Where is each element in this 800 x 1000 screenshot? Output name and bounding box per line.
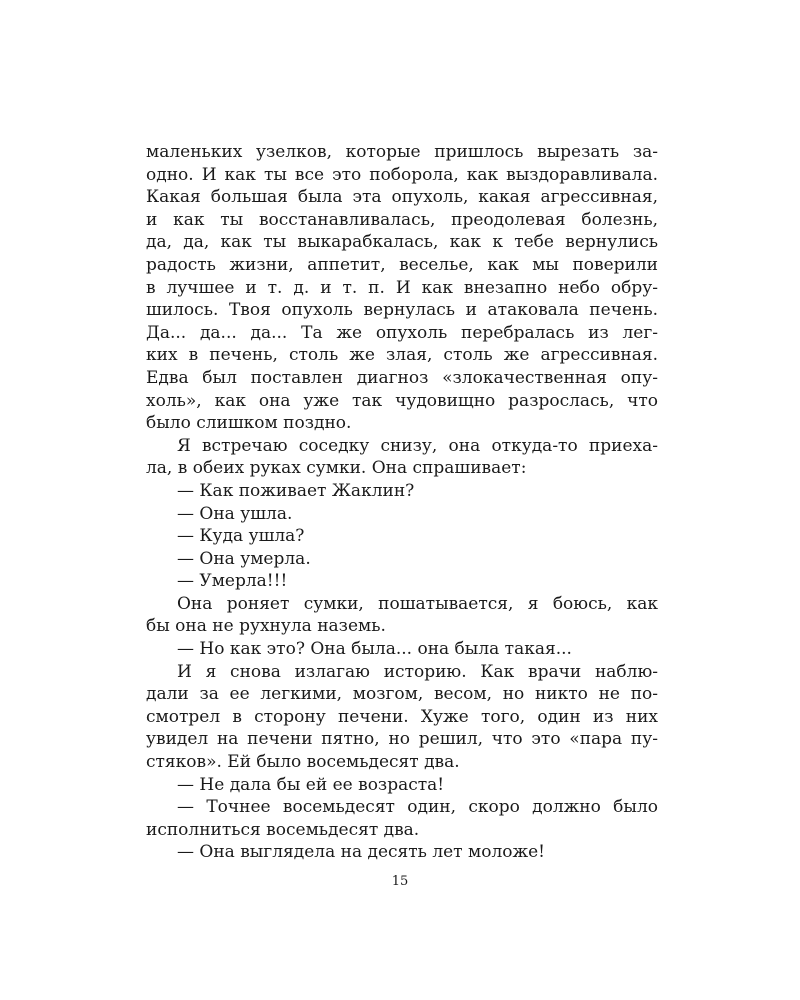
dialogue-line: — Точнее восемьдесят один, скоро должно было [177,797,658,818]
text-line: дали за ее легкими, мозгом, весом, но никто не по- [146,684,658,705]
text-line: и как ты восстанавливалась, преодолевая болезнь, [146,209,658,230]
text-line: ких в печень, столь же злая, столь же агрессивная. [146,345,658,366]
text-line: ла, в обеих руках сумки. Она спрашивает: [146,458,527,479]
text-line: И я снова излагаю историю. Как врачи наблю- [177,661,658,682]
text-line: было слишком поздно. [146,413,352,434]
page-number: 15 [391,874,409,889]
text-line: смотрел в сторону печени. Хуже того, один из них [146,706,658,727]
text-line: одно. И как ты все это поборола, как выздоравливала. [146,164,658,185]
text-line: маленьких узелков, которые пришлось вырезать за- [146,142,658,162]
dialogue-line: — Куда ушла? [177,526,305,547]
text-line: Я встречаю соседку снизу, она откуда-то приеха- [177,435,658,456]
text-line: да, да, как ты выкарабкалась, как к тебе вернулись [146,232,658,253]
text-line: бы она не рухнула наземь. [146,616,386,637]
text-line: в лучшее и т. д. и т. п. И как внезапно небо обру- [146,277,658,298]
text-line: Какая большая была эта опухоль, какая агрессивная, [146,187,658,208]
dialogue-line: — Она умерла. [177,548,311,569]
text-line: исполниться восемьдесят два. [146,819,420,840]
text-line: Едва был поставлен диагноз «злокачественная опу- [146,367,658,388]
dialogue-line: — Как поживает Жаклин? [177,480,415,501]
text-line: Да... да... да... Та же опухоль перебралась из лег- [146,322,658,343]
dialogue-line: — Умерла!!! [177,571,288,592]
text-line: увидел на печени пятно, но решил, что это «пара пу- [146,729,658,750]
text-line: радость жизни, аппетит, веселье, как мы поверили [146,254,658,275]
body-text [146,141,658,864]
dialogue-line: — Но как это? Она была... она была такая... [177,639,572,660]
dialogue-line: — Она ушла. [177,503,293,524]
dialogue-line: — Не дала бы ей ее возраста! [177,774,445,795]
text-line: холь», как она уже так чудовищно разрослась, что [146,390,658,411]
text-line: стяков». Ей было восемьдесят два. [146,752,460,773]
text-line: Она роняет сумки, пошатывается, я боюсь, как [177,593,658,614]
dialogue-line: — Она выглядела на десять лет моложе! [177,842,546,863]
text-line: шилось. Твоя опухоль вернулась и атаковала печень. [146,300,658,321]
